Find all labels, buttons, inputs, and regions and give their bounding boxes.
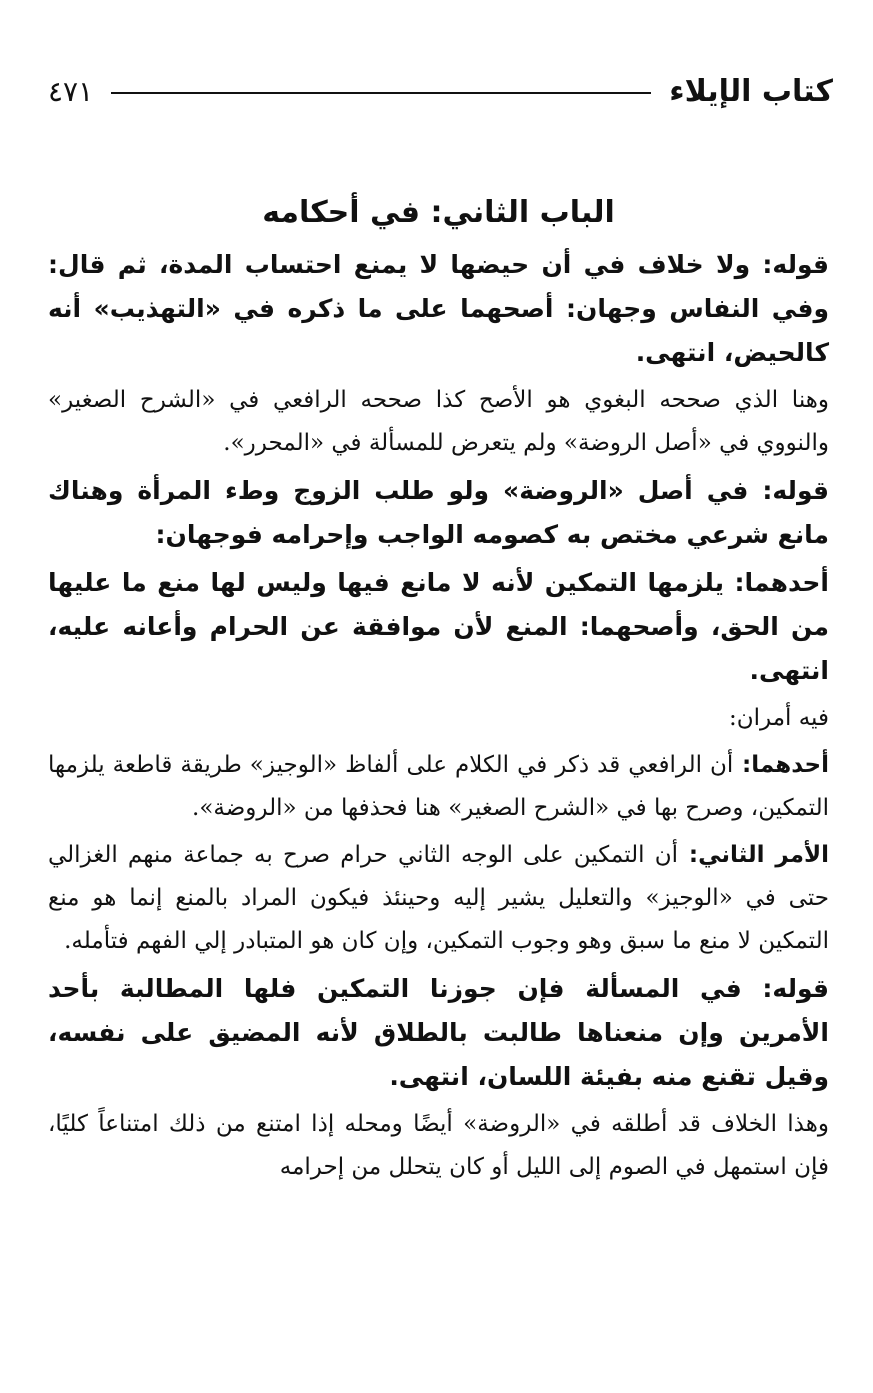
paragraph-lead: قوله: (748, 476, 829, 505)
paragraph-6 (48, 744, 829, 830)
paragraph-text: وهذا الخلاف قد أطلقه في «الروضة» أيضًا ومحله إذا امتنع من ذلك امتناعاً كليًا، فإن استمهل في الصوم إلى الليل أو كان يتحلل من إحرامه (48, 1111, 829, 1180)
paragraph-text: وهنا الذي صححه البغوي هو الأصح كذا صححه الرافعي في «الشرح الصغير» والنووي في «أصل الروضة» ولم يتعرض للمسألة في «المحرر». (48, 387, 829, 456)
paragraph-text: في أصل «الروضة» ولو طلب الزوج وطء المرأة وهناك مانع شرعي مختص به كصومه الواجب وإحرامه فوجهان: (48, 476, 829, 549)
paragraph-8 (48, 967, 829, 1099)
paragraph-2 (48, 379, 829, 465)
paragraph-text: أحدهما: يلزمها التمكين لأنه لا مانع فيها وليس لها منع ما عليها من الحق، وأصحهما: المنع لأن موافقة عن الحرام وأعانه عليه، انتهى. (48, 568, 829, 685)
paragraph-text: في المسألة فإن جوزنا التمكين فلها المطالبة بأحد الأمرين وإن منعناها طالبت بالطلاق لأنه المضيق على نفسه، وقيل تقنع منه بفيئة اللسان، انتهى. (48, 974, 829, 1091)
paragraph-lead: قوله: (750, 250, 830, 279)
paragraph-text: ولا خلاف في أن حيضها لا يمنع احتساب المدة، ثم قال: وفي النفاس وجهان: أصحهما على ما ذكره في «التهذيب» أنه كالحيض، انتهى. (48, 250, 829, 367)
paragraph-lead: الأمر الثاني: (678, 842, 829, 868)
paragraph-7 (48, 834, 829, 963)
paragraph-5 (48, 697, 829, 740)
paragraph-text: أن الرافعي قد ذكر في الكلام على ألفاظ «الوجيز» طريقة قاطعة يلزمها التمكين، وصرح بها في «الشرح الصغير» هنا فحذفها من «الروضة». (48, 752, 829, 821)
paragraph-lead: أحدهما: (733, 752, 829, 778)
page-body (48, 185, 829, 1189)
header-rule (111, 92, 651, 94)
chapter-title: الباب الثاني: في أحكامه (262, 195, 615, 230)
paragraph-4 (48, 561, 829, 693)
paragraph-3 (48, 469, 829, 557)
paragraph-lead: قوله: (741, 974, 829, 1003)
paragraph-9 (48, 1103, 829, 1189)
paragraph-1 (48, 243, 829, 375)
book-title: كتاب الإيلاء (669, 73, 833, 109)
running-header (48, 66, 833, 116)
paragraph-text: أن التمكين على الوجه الثاني حرام صرح به جماعة منهم الغزالي حتى في «الوجيز» والتعليل يشير إليه وحينئذ فيكون المراد بالمنع إنما هو منع التمكين لا منع ما سبق وهو وجوب التمكين، وإن كان هو المتبادر إلي الفهم فتأمله. (48, 842, 829, 954)
page-number: ٤٧١ (48, 74, 94, 108)
paragraph-text: فيه أمران: (728, 705, 829, 731)
